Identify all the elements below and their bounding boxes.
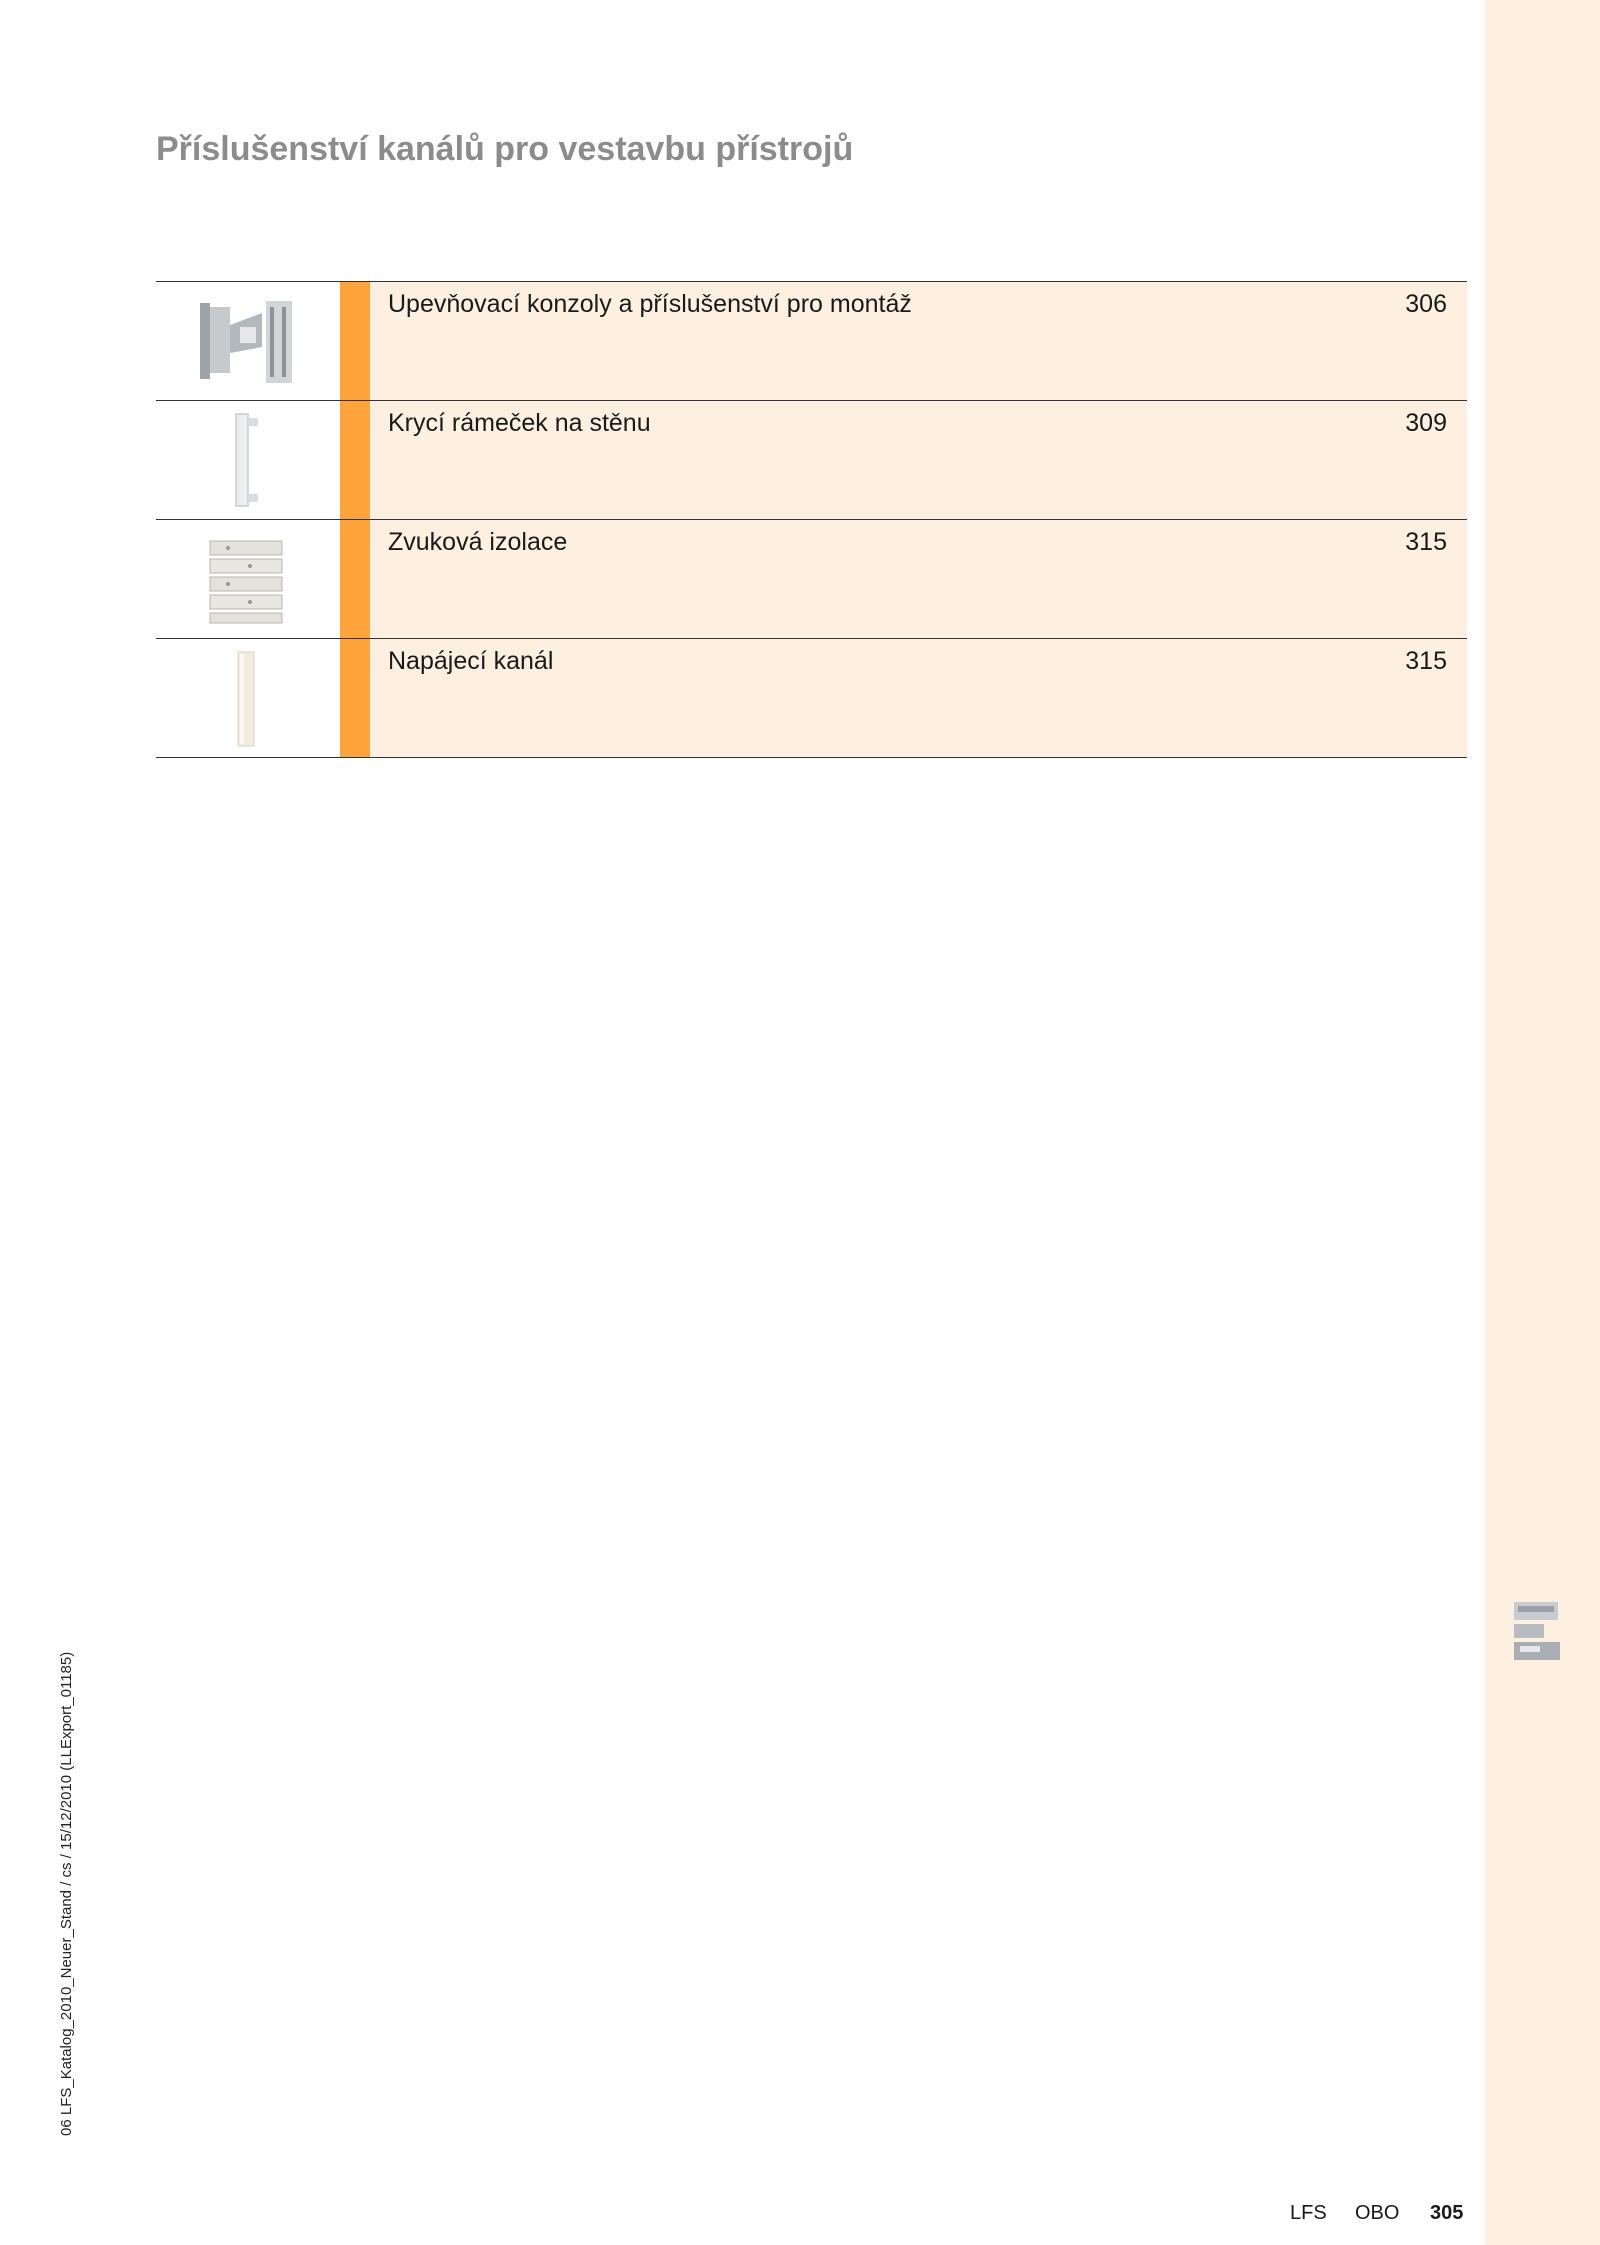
row-label[interactable]: Napájecí kanál bbox=[388, 647, 554, 675]
cover-frame-icon bbox=[228, 410, 268, 510]
row-label[interactable]: Krycí rámeček na stěnu bbox=[388, 409, 651, 437]
row-page-number[interactable]: 309 bbox=[1405, 409, 1447, 437]
section-thumbnail-icon bbox=[1512, 1600, 1562, 1662]
row-thumbnail bbox=[156, 520, 340, 638]
row-label[interactable]: Upevňovací konzoly a příslušenství pro montáž bbox=[388, 290, 912, 318]
mounting-bracket-icon bbox=[196, 297, 300, 385]
row-content bbox=[370, 282, 1467, 400]
row-accent-bar bbox=[340, 282, 370, 400]
row-page-number[interactable]: 315 bbox=[1405, 647, 1447, 675]
row-content bbox=[370, 401, 1467, 519]
row-page-number[interactable]: 315 bbox=[1405, 528, 1447, 556]
toc-row[interactable] bbox=[156, 282, 1467, 401]
footer-page-number: 305 bbox=[1430, 2202, 1464, 2224]
row-page-number[interactable]: 306 bbox=[1405, 290, 1447, 318]
row-thumbnail bbox=[156, 639, 340, 757]
toc-table bbox=[156, 281, 1467, 758]
toc-row[interactable] bbox=[156, 401, 1467, 520]
row-thumbnail bbox=[156, 282, 340, 400]
row-accent-bar bbox=[340, 401, 370, 519]
page-title: Příslušenství kanálů pro vestavbu přístrojů bbox=[156, 130, 854, 168]
print-metadata: 06 LFS_Katalog_2010_Neuer_Stand / cs / 15/12/2010 (LLExport_01185) bbox=[58, 1651, 75, 2136]
footer-section: LFS bbox=[1290, 2202, 1327, 2224]
row-thumbnail bbox=[156, 401, 340, 519]
row-label[interactable]: Zvuková izolace bbox=[388, 528, 568, 556]
footer-brand: OBO bbox=[1355, 2202, 1400, 2224]
toc-row[interactable] bbox=[156, 639, 1467, 758]
row-accent-bar bbox=[340, 639, 370, 757]
row-accent-bar bbox=[340, 520, 370, 638]
side-band bbox=[1485, 0, 1600, 2245]
feed-channel-icon bbox=[228, 648, 268, 748]
toc-row[interactable] bbox=[156, 520, 1467, 639]
row-content bbox=[370, 520, 1467, 638]
sound-insulation-icon bbox=[206, 531, 290, 627]
row-content bbox=[370, 639, 1467, 757]
